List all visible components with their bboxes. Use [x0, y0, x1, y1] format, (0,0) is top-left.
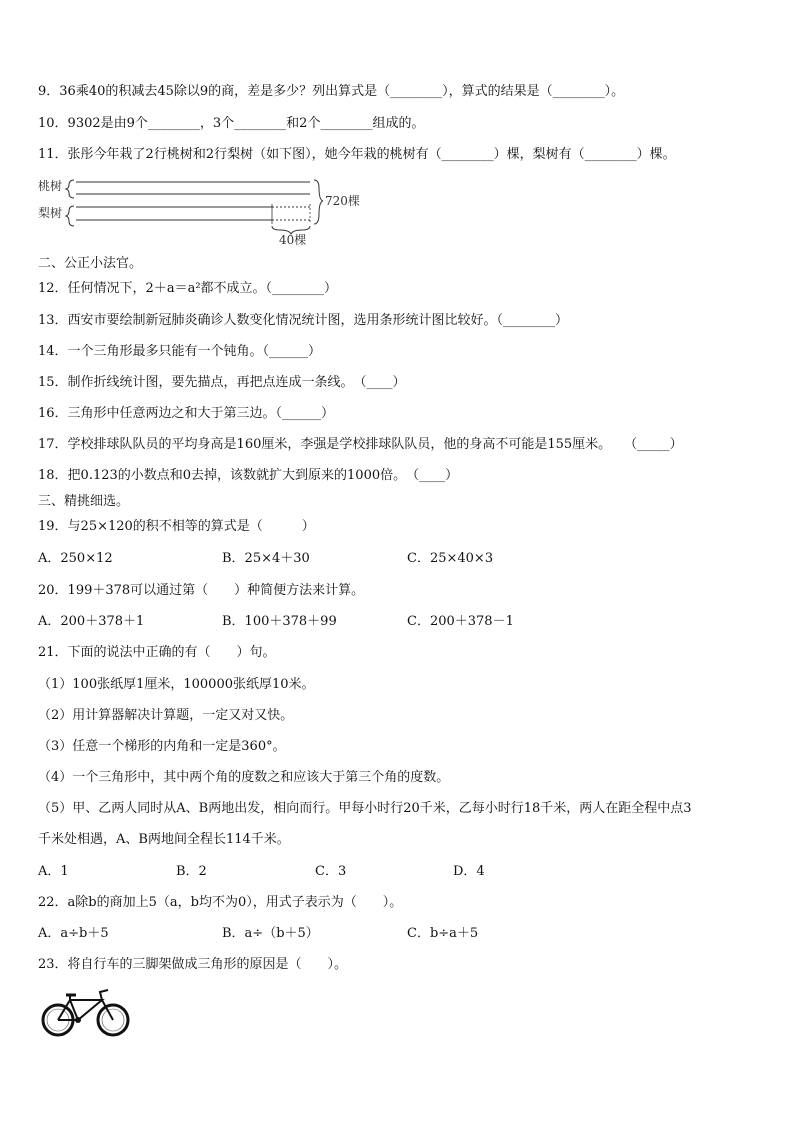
q22-option-a: A．a÷b＋5: [38, 926, 109, 941]
q19-option-c: C．25×40×3: [407, 551, 494, 566]
question-10: 10．9302是由9个________，3个________和2个________组成的。: [38, 116, 425, 131]
q21-option-b: B．2: [176, 864, 207, 879]
q21-statement-5: （5）甲、乙两人同时从A、B两地出发，相向而行。甲每小时行20千米，乙每小时行18千米，两人在距全程中点3: [38, 801, 692, 816]
pear-label: 梨树: [38, 206, 63, 220]
q21-statement-4: （4）一个三角形中，其中两个角的度数之和应该大于第三个角的度数。: [38, 770, 450, 785]
question-14: 14．一个三角形最多只能有一个钝角。（______）: [38, 344, 322, 359]
q21-option-c: C．3: [315, 864, 347, 879]
q20-option-a: A．200＋378＋1: [38, 614, 145, 629]
q19-option-a: A．250×12: [38, 551, 113, 566]
q19-option-b: B．25×4＋30: [222, 551, 310, 566]
question-23: 23．将自行车的三脚架做成三角形的原因是（ ）。: [38, 957, 348, 972]
question-13: 13．西安市要绘制新冠肺炎确诊人数变化情况统计图，选用条形统计图比较好。（________）: [38, 313, 569, 328]
question-18: 18．把0.123的小数点和0去掉，该数就扩大到原来的1000倍。 （____）: [38, 468, 459, 483]
peach-brace: [66, 180, 74, 198]
section-3-heading: 三、精挑细选。: [38, 494, 130, 509]
diff-label: 40棵: [279, 233, 307, 247]
q21-statement-2: （2）用计算器解决计算题，一定又对又快。: [38, 708, 294, 723]
bicycle-image: [40, 986, 132, 1038]
total-brace: [314, 180, 323, 224]
q21-option-d: D．4: [453, 864, 485, 879]
q21-statement-3: （3）任意一个梯形的内角和一定是360°。: [38, 739, 286, 754]
total-label: 720棵: [325, 194, 360, 208]
q20-option-c: C．200＋378－1: [407, 614, 514, 629]
question-20: 20．199＋378可以通过第（ ）种简便方法来计算。: [38, 583, 365, 598]
question-12: 12．任何情况下，2＋a＝a²都不成立。（________）: [38, 281, 338, 296]
question-22: 22．a除b的商加上5（a，b均不为0），用式子表示为（ ）。: [38, 895, 403, 910]
tree-diagram: [38, 176, 360, 247]
q21-option-a: A．1: [38, 864, 69, 879]
pear-brace: [66, 206, 74, 226]
q21-statement-5-cont: 千米处相遇，A、B两地间全程长114千米。: [38, 832, 290, 847]
question-15: 15．制作折线统计图，要先描点，再把点连成一条线。 （____）: [38, 375, 406, 390]
question-19: 19．与25×120的积不相等的算式是（ ）: [38, 519, 315, 534]
question-17: 17．学校排球队队员的平均身高是160厘米，李强是学校排球队队员，他的身高不可能是155厘米。 （_____）: [38, 437, 683, 452]
q22-option-c: C．b÷a＋5: [407, 926, 479, 941]
section-2-heading: 二、公正小法官。: [38, 256, 143, 271]
q22-option-b: B．a÷（b＋5）: [222, 926, 319, 941]
peach-label: 桃树: [38, 179, 63, 193]
question-16: 16．三角形中任意两边之和大于第三边。（______）: [38, 406, 335, 421]
question-11: 11．张彤今年栽了2行桃树和2行梨树（如下图），她今年栽的桃树有（________）棵，梨树有（________）棵。: [38, 147, 676, 162]
question-9: 9．36乘40的积减去45除以9的商，差是多少？列出算式是（________），算式的结果是（________）。: [38, 84, 625, 99]
question-21: 21．下面的说法中正确的有（ ）句。: [38, 645, 276, 660]
q20-option-b: B．100＋378＋99: [222, 614, 337, 629]
q21-statement-1: （1）100张纸厚1厘米，100000张纸厚10米。: [38, 677, 315, 692]
